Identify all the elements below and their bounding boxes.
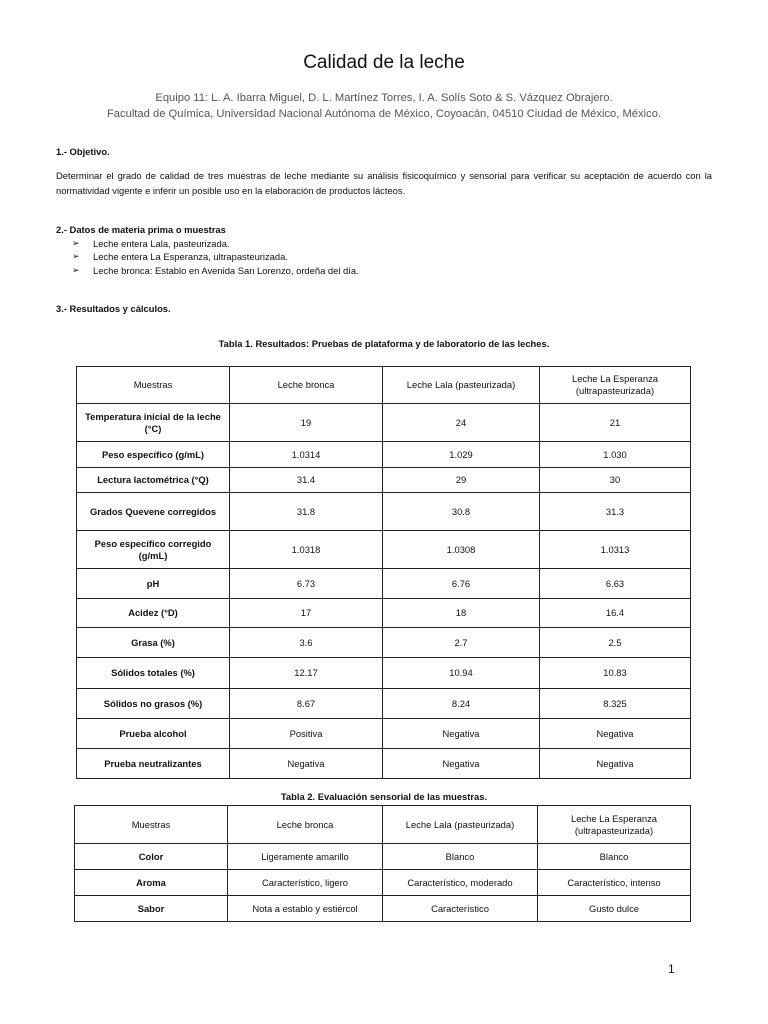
table-cell: 21 (540, 404, 691, 442)
table-cell: Gusto dulce (538, 896, 691, 922)
table-row (77, 531, 691, 569)
arrow-bullet-icon: ➢ (72, 264, 80, 275)
table-cell: Blanco (383, 844, 538, 870)
column-header: Leche bronca (228, 806, 383, 844)
table-row (77, 493, 691, 531)
table2-caption: Tabla 2. Evaluación sensorial de las muestras. (280, 791, 488, 802)
table-cell: 6.73 (230, 569, 383, 599)
column-header: Leche Lala (pasteurizada) (383, 367, 540, 404)
table-cell: Negativa (230, 749, 383, 779)
row-header: Peso específico corregido (g/mL) (77, 531, 230, 569)
table-cell: Característico (383, 896, 538, 922)
section-heading: 3.- Resultados y cálculos. (56, 303, 171, 314)
row-header: Temperatura inicial de la leche (°C) (77, 404, 230, 442)
table-cell: Característico, moderado (383, 870, 538, 896)
table-cell: 1.0314 (230, 442, 383, 468)
table-cell: Negativa (383, 749, 540, 779)
table-cell: Blanco (538, 844, 691, 870)
table-header-row (77, 367, 691, 404)
page-number: 1 (668, 962, 675, 976)
table-row (75, 870, 691, 896)
table-cell: 24 (383, 404, 540, 442)
list-item: ➢ Leche bronca: Establo en Avenida San Lorenzo, ordeña del día. (72, 264, 359, 276)
list-item: ➢ Leche entera La Esperanza, ultrapasteurizada. (72, 251, 288, 263)
table-row (77, 599, 691, 628)
row-header: Color (75, 844, 228, 870)
table-header-row (75, 806, 691, 844)
affiliation-line: Facultad de Química, Universidad Nacional Autónoma de México, Coyoacán, 04510 Ciudad de México, México. (106, 108, 662, 120)
row-header: Grados Quevene corregidos (77, 493, 230, 531)
row-header: Prueba neutralizantes (77, 749, 230, 779)
table-row (77, 658, 691, 689)
table-cell: 8.67 (230, 689, 383, 719)
table-cell: 16.4 (540, 599, 691, 628)
row-header: Sólidos totales (%) (77, 658, 230, 689)
table-row (77, 468, 691, 493)
table-row (77, 404, 691, 442)
table-cell: 8.325 (540, 689, 691, 719)
row-header: Aroma (75, 870, 228, 896)
table-cell: Negativa (540, 719, 691, 749)
table-cell: 10.94 (383, 658, 540, 689)
list-item: ➢ Leche entera Lala, pasteurizada. (72, 238, 230, 249)
paper-title: Calidad de la leche (303, 52, 465, 73)
table-cell: 6.76 (383, 569, 540, 599)
table-cell: Ligeramente amarillo (228, 844, 383, 870)
table-cell: 17 (230, 599, 383, 628)
table-cell: 19 (230, 404, 383, 442)
table-cell: 30 (540, 468, 691, 493)
sample-list (56, 237, 712, 277)
table-cell: Negativa (383, 719, 540, 749)
row-header: Grasa (%) (77, 628, 230, 658)
table-cell: 1.0318 (230, 531, 383, 569)
table-cell: 1.0308 (383, 531, 540, 569)
section-datos (56, 222, 712, 277)
table-cell: 29 (383, 468, 540, 493)
table-cell: 1.0313 (540, 531, 691, 569)
column-header: Muestras (77, 367, 230, 404)
table-cell: Negativa (540, 749, 691, 779)
column-header: Muestras (75, 806, 228, 844)
arrow-bullet-icon: ➢ (72, 251, 80, 262)
table-cell: 10.83 (540, 658, 691, 689)
results-table (76, 366, 691, 779)
arrow-bullet-icon: ➢ (72, 238, 80, 248)
table-cell: 1.030 (540, 442, 691, 468)
table-cell: Característico, ligero (228, 870, 383, 896)
table-row (77, 442, 691, 468)
row-header: Sabor (75, 896, 228, 922)
table-row (77, 569, 691, 599)
table-row (77, 749, 691, 779)
column-header: Leche bronca (230, 367, 383, 404)
table-row (77, 628, 691, 658)
table1-caption: Tabla 1. Resultados: Pruebas de plataforma y de laboratorio de las leches. (218, 338, 550, 349)
table-cell: 30.8 (383, 493, 540, 531)
table-row (75, 844, 691, 870)
row-header: Lectura lactométrica (°Q) (77, 468, 230, 493)
table-cell: 8.24 (383, 689, 540, 719)
row-header: Peso específico (g/mL) (77, 442, 230, 468)
table-row (77, 719, 691, 749)
table-cell: 3.6 (230, 628, 383, 658)
row-header: pH (77, 569, 230, 599)
section-resultados (56, 301, 712, 316)
section-heading: 2.- Datos de materia prima o muestras (56, 224, 226, 235)
authors-line: Equipo 11: L. A. Ibarra Miguel, D. L. Martínez Torres, I. A. Solís Soto & S. Vázquez Obrajero. (155, 92, 613, 104)
column-header: Leche La Esperanza (ultrapasteurizada) (538, 806, 691, 844)
row-header: Prueba alcohol (77, 719, 230, 749)
column-header: Leche Lala (pasteurizada) (383, 806, 538, 844)
table-row (75, 896, 691, 922)
row-header: Acidez (°D) (77, 599, 230, 628)
table-cell: 2.5 (540, 628, 691, 658)
column-header: Leche La Esperanza (ultrapasteurizada) (540, 367, 691, 404)
section-heading: 1.- Objetivo. (56, 146, 110, 157)
table-cell: 31.8 (230, 493, 383, 531)
table-cell: 18 (383, 599, 540, 628)
table-cell: 12.17 (230, 658, 383, 689)
sensory-table (74, 805, 691, 922)
section-objetivo (56, 144, 712, 198)
table-cell: Característico, intenso (538, 870, 691, 896)
table-cell: 31.3 (540, 493, 691, 531)
table-cell: Nota a establo y estiércol (228, 896, 383, 922)
table-cell: Positiva (230, 719, 383, 749)
table-cell: 1.029 (383, 442, 540, 468)
table-cell: 2.7 (383, 628, 540, 658)
section-body: Determinar el grado de calidad de tres muestras de leche mediante su análisis fisicoquímico y sensorial para verificar su aceptación de acuerdo con la normatividad vigente e inferir un posible uso en la elaboración de productos lácteos. (56, 170, 712, 196)
author-block (0, 90, 768, 122)
table-row (77, 689, 691, 719)
table-cell: 6.63 (540, 569, 691, 599)
table-cell: 31.4 (230, 468, 383, 493)
row-header: Sólidos no grasos (%) (77, 689, 230, 719)
